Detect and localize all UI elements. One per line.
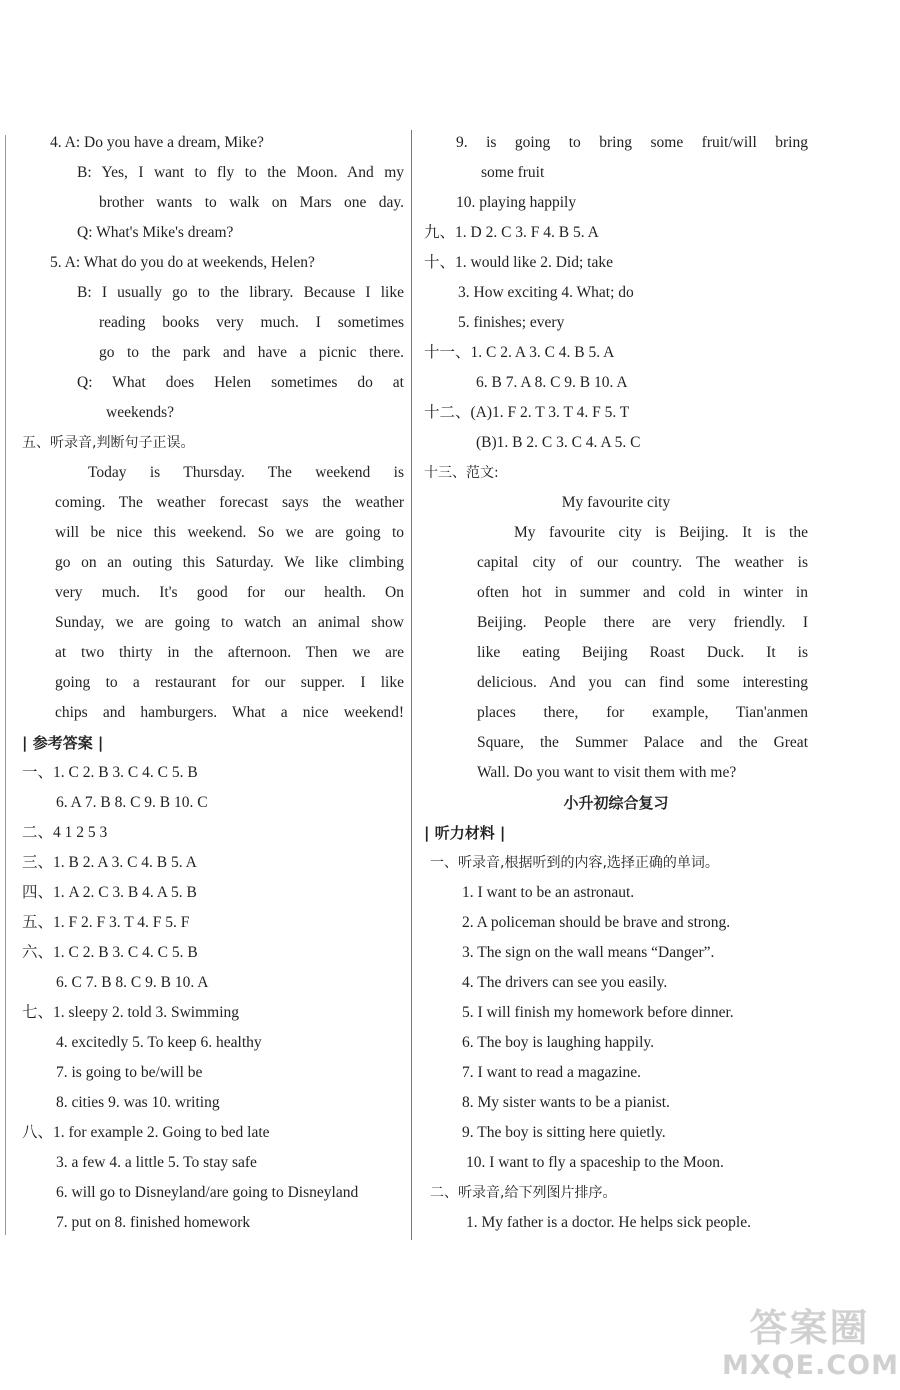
- text-line: weekends?: [106, 404, 174, 421]
- text-line: Q: What's Mike's dream?: [77, 224, 234, 241]
- text-line: 1. My father is a doctor. He helps sick people.: [466, 1214, 751, 1231]
- text-line: 1. I want to be an astronaut.: [462, 884, 635, 901]
- text-line: 4. A: Do you have a dream, Mike?: [50, 134, 264, 151]
- watermark-logo: 答案圈: [749, 1306, 870, 1350]
- text-line: 六、1. C 2. B 3. C 4. C 5. B: [22, 944, 198, 961]
- text-line: 3. The sign on the wall means “Danger”.: [462, 944, 715, 961]
- text-line: at two thirty in the afternoon. Then we are: [55, 644, 404, 661]
- text-line: often hot in summer and cold in winter in: [477, 584, 808, 601]
- text-line: some fruit: [481, 164, 545, 181]
- text-line: Sunday, we are going to watch an animal show: [55, 614, 404, 631]
- text-line: 5. A: What do you do at weekends, Helen?: [50, 254, 315, 271]
- text-line: 九、1. D 2. C 3. F 4. B 5. A: [424, 224, 599, 241]
- text-line: 5. I will finish my homework before dinner.: [462, 1004, 734, 1021]
- text-line: 6. The boy is laughing happily.: [462, 1034, 655, 1051]
- text-line: 一、1. C 2. B 3. C 4. C 5. B: [22, 764, 198, 781]
- text-line: will be nice this weekend. So we are going to: [55, 524, 404, 541]
- text-line: 5. finishes; every: [458, 314, 565, 331]
- text-line: Q: What does Helen sometimes do at: [77, 374, 404, 391]
- text-line: go on an outing this Saturday. We like climbing: [55, 554, 404, 571]
- text-line: 3. How exciting 4. What; do: [458, 284, 634, 301]
- text-line: 2. A policeman should be brave and strong.: [462, 914, 731, 931]
- text-line: Wall. Do you want to visit them with me?: [477, 764, 737, 781]
- watermark-url: MXQE.COM: [722, 1350, 899, 1381]
- text-line: 五、听录音,判断句子正误。: [22, 435, 195, 451]
- text-line: 8. cities 9. was 10. writing: [56, 1094, 220, 1111]
- column-divider: [411, 130, 412, 1240]
- text-line: 9. is going to bring some fruit/will bring: [456, 134, 808, 151]
- text-line: reading books very much. I sometimes: [99, 314, 404, 331]
- text-line: Beijing. People there are very friendly. I: [477, 614, 808, 631]
- text-line: 十二、(A)1. F 2. T 3. T 4. F 5. T: [424, 404, 630, 421]
- text-line: 4. The drivers can see you easily.: [462, 974, 668, 991]
- text-line: | 听力材料 |: [424, 824, 506, 842]
- text-line: 小升初综合复习: [563, 794, 669, 812]
- text-line: 6. C 7. B 8. C 9. B 10. A: [56, 974, 209, 991]
- text-line: 7. put on 8. finished homework: [56, 1214, 251, 1231]
- text-line: 十一、1. C 2. A 3. C 4. B 5. A: [424, 344, 615, 361]
- text-line: 七、1. sleepy 2. told 3. Swimming: [22, 1004, 240, 1021]
- text-line: capital city of our country. The weather is: [477, 554, 808, 571]
- text-line: places there, for example, Tian'anmen: [477, 704, 808, 721]
- text-line: like eating Beijing Roast Duck. It is: [477, 644, 808, 661]
- text-line: 二、4 1 2 5 3: [22, 824, 108, 841]
- text-line: 二、听录音,给下列图片排序。: [430, 1185, 617, 1201]
- text-line: 十、1. would like 2. Did; take: [424, 254, 613, 271]
- text-line: 五、1. F 2. F 3. T 4. F 5. F: [22, 914, 190, 931]
- text-line: 4. excitedly 5. To keep 6. healthy: [56, 1034, 262, 1051]
- text-line: delicious. And you can find some interesting: [477, 674, 808, 691]
- text-line: 一、听录音,根据听到的内容,选择正确的单词。: [430, 855, 719, 871]
- text-line: 八、1. for example 2. Going to bed late: [22, 1124, 270, 1141]
- text-line: 三、1. B 2. A 3. C 4. B 5. A: [22, 854, 197, 871]
- right-column: [424, 128, 808, 1238]
- text-line: brother wants to walk on Mars one day.: [99, 194, 404, 211]
- text-line: | 参考答案 |: [22, 734, 104, 752]
- text-line: 10. playing happily: [456, 194, 577, 211]
- left-margin-rule: [5, 135, 6, 1235]
- watermark: [722, 1305, 897, 1385]
- text-line: 十三、范文:: [424, 465, 499, 481]
- text-line: My favourite city: [561, 494, 671, 511]
- text-line: very much. It's good for our health. On: [55, 584, 404, 601]
- text-line: My favourite city is Beijing. It is the: [514, 524, 808, 541]
- text-line: 6. will go to Disneyland/are going to Disneyland: [56, 1184, 359, 1201]
- text-line: 7. I want to read a magazine.: [462, 1064, 642, 1081]
- left-column: [22, 128, 404, 1238]
- text-line: 9. The boy is sitting here quietly.: [462, 1124, 666, 1141]
- text-line: go to the park and have a picnic there.: [99, 344, 404, 361]
- text-line: B: I usually go to the library. Because I like: [77, 284, 404, 301]
- text-line: B: Yes, I want to fly to the Moon. And my: [77, 164, 404, 181]
- text-line: 10. I want to fly a spaceship to the Moon.: [466, 1154, 724, 1171]
- text-line: 7. is going to be/will be: [56, 1064, 203, 1081]
- text-line: going to a restaurant for our supper. I like: [55, 674, 404, 691]
- text-line: Today is Thursday. The weekend is: [88, 464, 404, 481]
- text-line: 6. B 7. A 8. C 9. B 10. A: [476, 374, 628, 391]
- text-line: 四、1. A 2. C 3. B 4. A 5. B: [22, 884, 197, 901]
- text-line: chips and hamburgers. What a nice weekend!: [55, 704, 404, 721]
- text-line: 6. A 7. B 8. C 9. B 10. C: [56, 794, 208, 811]
- text-line: (B)1. B 2. C 3. C 4. A 5. C: [476, 434, 641, 451]
- text-line: 8. My sister wants to be a pianist.: [462, 1094, 670, 1111]
- text-line: Square, the Summer Palace and the Great: [477, 734, 808, 751]
- text-line: 3. a few 4. a little 5. To stay safe: [56, 1154, 257, 1171]
- text-line: coming. The weather forecast says the weather: [55, 494, 404, 511]
